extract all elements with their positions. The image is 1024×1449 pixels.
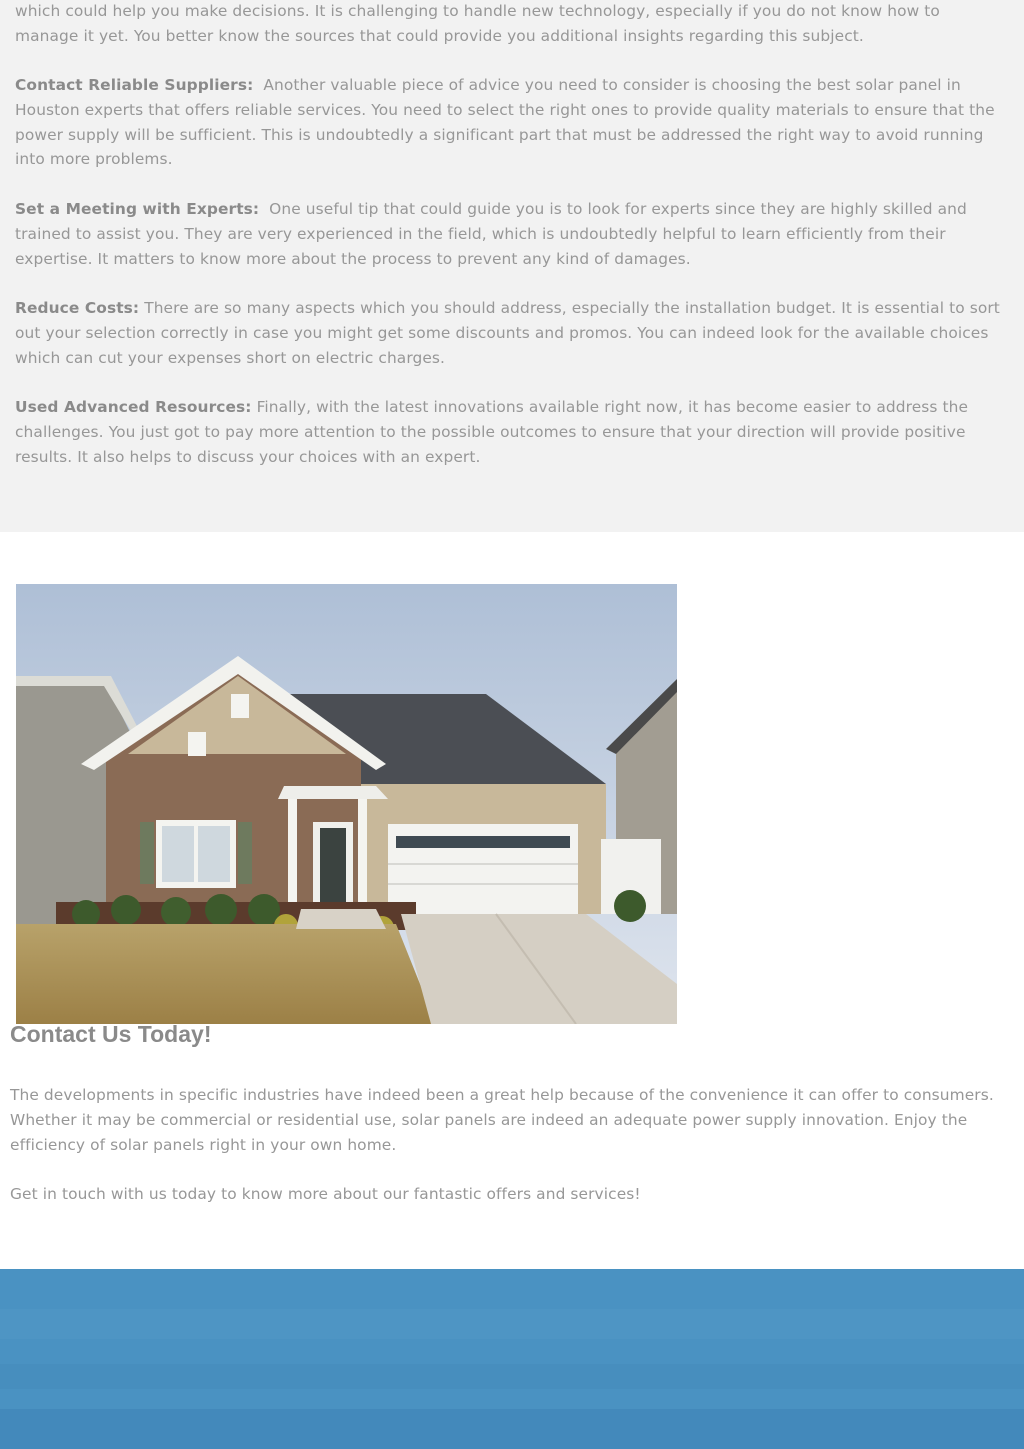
footer-background-band [0, 1269, 1024, 1449]
tip-contact-suppliers [15, 73, 1005, 172]
tip-heading: Contact Reliable Suppliers: [15, 76, 254, 94]
tip-reduce-costs [15, 296, 1005, 370]
tip-text: One useful tip that could guide you is to look for experts since they are highly skilled and trained to assist you. They are very experienced in the field, which is undoubtedly helpful to learn efficiently from their expertise. It matters to know more about the process to prevent any kind of damages. [15, 200, 967, 268]
tip-advanced-resources [15, 395, 1005, 469]
tips-section [0, 0, 1024, 532]
tip-text: There are so many aspects which you should address, especially the installation budget. It is essential to sort out your selection correctly in case you might get some discounts and promos. You can indeed look for the available choices which can cut your expenses short on electric charges. [15, 299, 1000, 367]
contact-paragraph-2: Get in touch with us today to know more about our fantastic offers and services! [10, 1185, 641, 1203]
contact-title: Contact Us Today! [10, 1021, 212, 1047]
tip-text: Another valuable piece of advice you need to consider is choosing the best solar panel in Houston experts that offers reliable services. You need to select the right ones to provide quality materials to ensure that the power supply will be sufficient. This is undoubtedly a significant part that must be addressed the right way to avoid running into more problems. [15, 76, 995, 169]
tip-text: Finally, with the latest innovations available right now, it has become easier to address the challenges. You just got to pay more attention to the possible outcomes to ensure that your direction will provide positive results. It also helps to discuss your choices with an expert. [15, 398, 969, 466]
footer-texture [0, 1269, 1024, 1449]
contact-paragraph-1: The developments in specific industries have indeed been a great help because of the convenience it can offer to consumers. Whether it may be commercial or residential use, solar panels are indeed an adequate power supply innovation. Enjoy the efficiency of solar panels right in your own home. [10, 1086, 994, 1154]
intro-paragraph: which could help you make decisions. It is challenging to handle new technology, especially if you do not know how to manage it yet. You better know the sources that could provide you additional insights regarding this subject. [15, 2, 940, 45]
tip-heading: Used Advanced Resources: [15, 398, 252, 416]
house-photo [16, 584, 677, 1024]
tip-meeting-experts [15, 197, 1005, 271]
tip-heading: Reduce Costs: [15, 299, 140, 317]
house-illustration [16, 584, 677, 1024]
tip-heading: Set a Meeting with Experts: [15, 200, 260, 218]
